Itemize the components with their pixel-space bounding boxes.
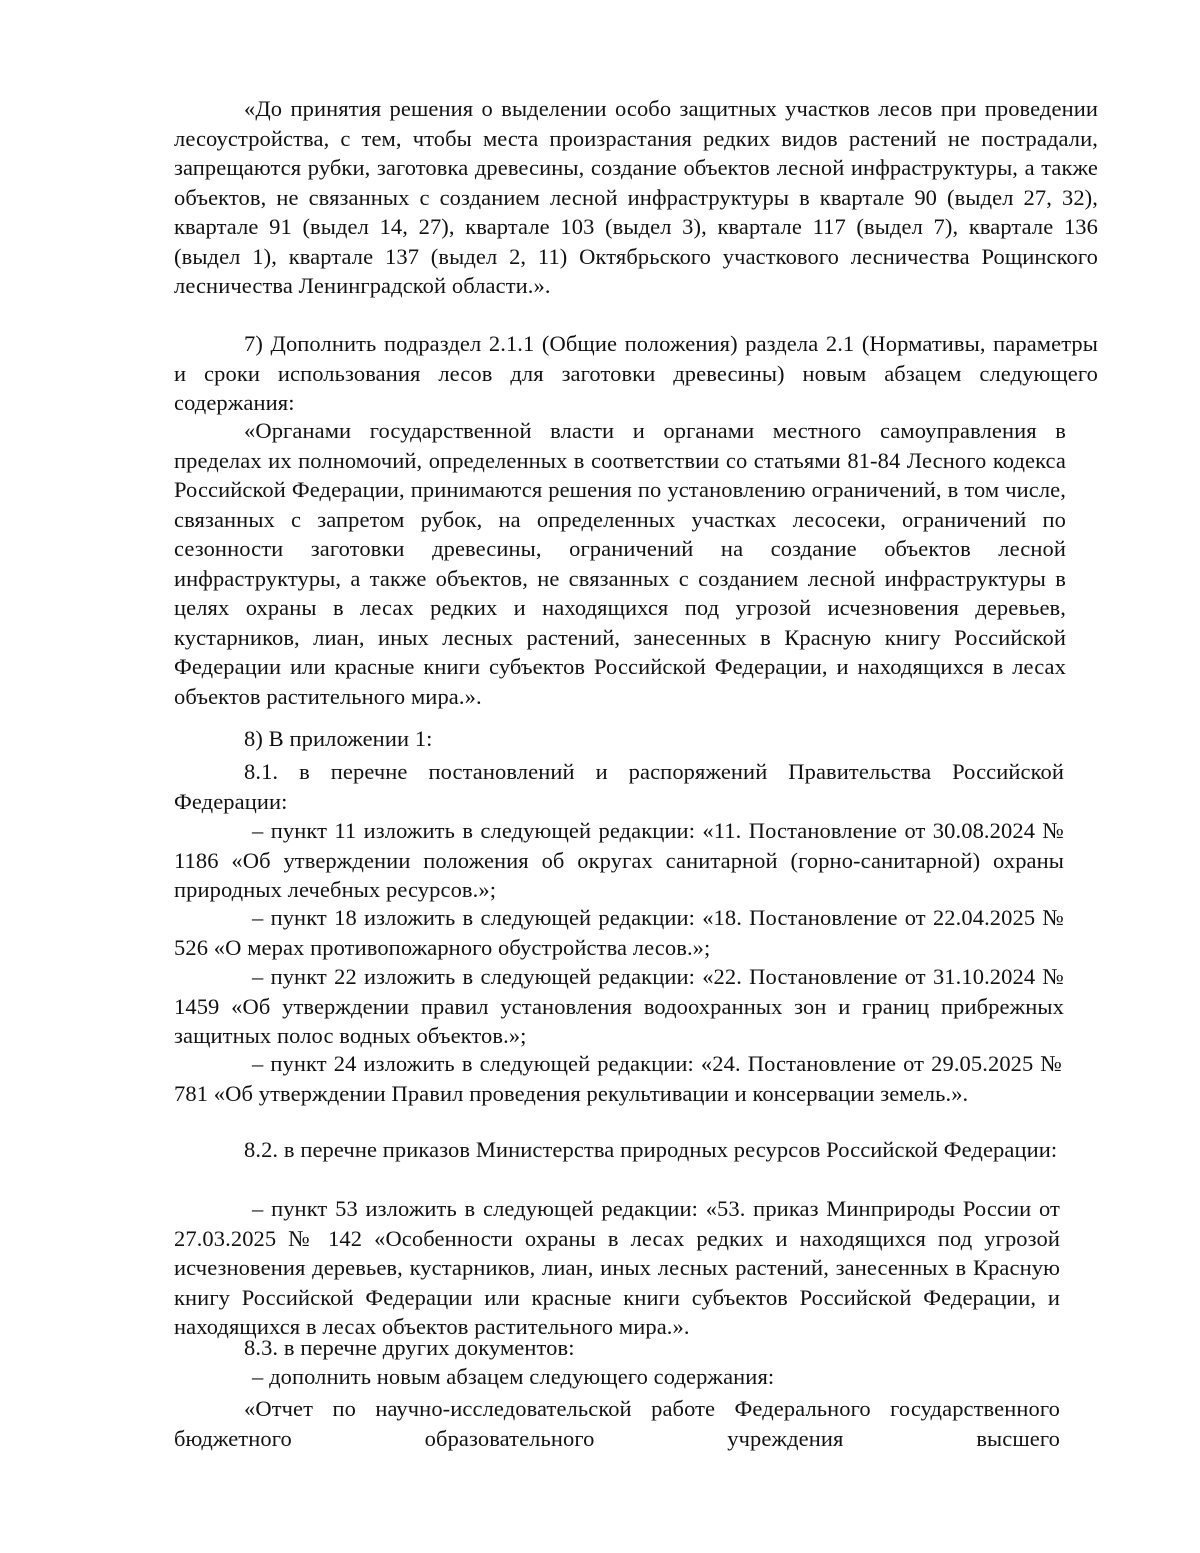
paragraph-protective-areas <box>174 94 1098 301</box>
list-item-punkt-53 <box>174 1194 1060 1342</box>
paragraph-text: 7) Дополнить подраздел 2.1.1 (Общие положения) раздела 2.1 (Нормативы, параметры и сроки использования лесов для заготовки древесины) новым абзацем следующего содержания: <box>174 331 1098 415</box>
paragraph-text: «Органами государственной власти и органами местного самоуправления в пределах их полномочий, определенных в соответствии со статьями 81-84 Лесного кодекса Российской Федерации, принимаются решения по установлению ограничений, в том числе, связанных с запретом рубок, на определенных участках лесосеки, ограничений по сезонности заготовки древесины, ограничений на создание объектов лесной инфраструктуры, а также объектов, не связанных с созданием лесной инфраструктуры в целях охраны в лесах редких и находящихся под угрозой исчезновения деревьев, кустарников, лиан, иных лесных растений, занесенных в Красную книгу Российской Федерации или красные книги субъектов Российской Федерации, и находящихся в лесах объектов растительного мира.». <box>174 418 1066 709</box>
paragraph-text: – пункт 24 изложить в следующей редакции: «24. Постановление от 29.05.2025 № 781 «Об утверждении Правил проведения рекультивации и консервации земель.». <box>174 1051 1062 1106</box>
paragraph-item-7 <box>174 329 1098 418</box>
paragraph-text: «Отчет по научно-исследовательской работе Федерального государственного бюджетного образовательного учреждения высшего <box>174 1396 1060 1451</box>
paragraph-item-8-1 <box>174 757 1064 816</box>
list-item-add-paragraph <box>174 1362 1060 1392</box>
paragraph-quote-authorities <box>174 416 1066 711</box>
paragraph-text: 8.2. в перечне приказов Министерства природных ресурсов Российской Федерации: <box>244 1137 1058 1162</box>
paragraph-item-8-2 <box>174 1135 1062 1165</box>
paragraph-text: 8.1. в перечне постановлений и распоряжений Правительства Российской Федерации: <box>174 759 1064 814</box>
paragraph-text: 8) В приложении 1: <box>244 726 433 751</box>
list-item-punkt-24 <box>174 1049 1062 1108</box>
paragraph-item-8-3 <box>174 1333 1060 1363</box>
paragraph-text: 8.3. в перечне других документов: <box>244 1335 575 1360</box>
paragraph-text: – пункт 11 изложить в следующей редакции: «11. Постановление от 30.08.2024 № 1186 «Об утверждении положения об округах санитарной (горно-санитарной) охраны природных лечебных ресурсов.»; <box>174 818 1064 902</box>
paragraph-text: «До принятия решения о выделении особо защитных участков лесов при проведении лесоустройства, с тем, чтобы места произрастания редких видов растений не пострадали, запрещаются рубки, заготовка древесины, создание объектов лесной инфраструктуры, а также объектов, не связанных с созданием лесной инфраструктуры в квартале 90 (выдел 27, 32), квартале 91 (выдел 14, 27), квартале 103 (выдел 3), квартале 117 (выдел 7), квартале 136 (выдел 1), квартале 137 (выдел 2, 11) Октябрьского участкового лесничества Рощинского лесничества Ленинградской области.». <box>174 96 1098 298</box>
list-item-punkt-22 <box>174 962 1064 1051</box>
paragraph-text: – дополнить новым абзацем следующего содержания: <box>252 1364 775 1389</box>
paragraph-item-8 <box>174 724 1098 754</box>
list-item-punkt-11 <box>174 816 1064 905</box>
paragraph-text: – пункт 18 изложить в следующей редакции: «18. Постановление от 22.04.2025 № 526 «О мерах противопожарного обустройства лесов.»; <box>174 905 1064 960</box>
list-item-punkt-18 <box>174 903 1064 962</box>
paragraph-text: – пункт 53 изложить в следующей редакции: «53. приказ Минприроды России от 27.03.2025 № 142 «Особенности охраны в лесах редких и находящихся под угрозой исчезновения деревьев, кустарников, лиан, иных лесных растений, занесенных в Красную книгу Российской Федерации или красные книги субъектов Российской Федерации, и находящихся в лесах объектов растительного мира.». <box>174 1196 1060 1339</box>
paragraph-text: – пункт 22 изложить в следующей редакции: «22. Постановление от 31.10.2024 № 1459 «Об утверждении правил установления водоохранных зон и границ прибрежных защитных полос водных объектов.»; <box>174 964 1064 1048</box>
paragraph-quote-report <box>174 1394 1060 1453</box>
